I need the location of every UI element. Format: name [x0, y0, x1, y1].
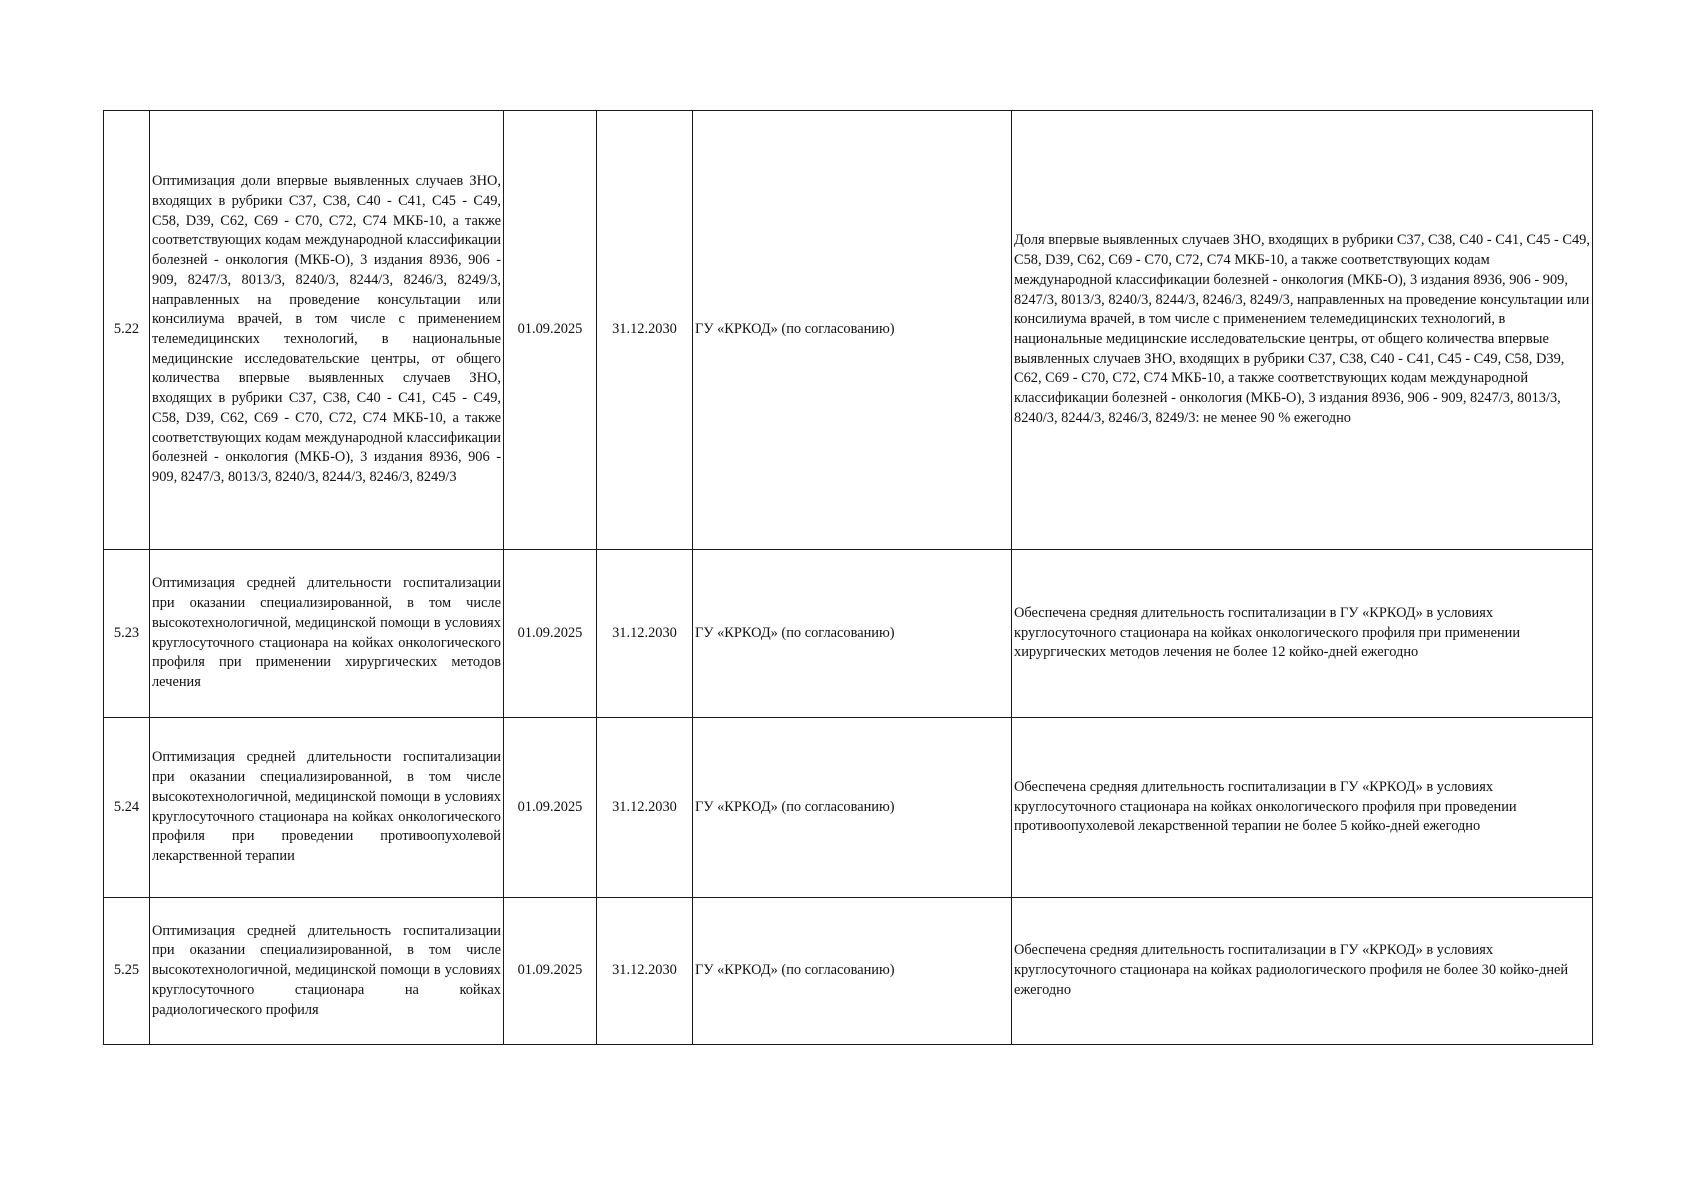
- measure-description: Оптимизация доли впервые выявленных случаев ЗНО, входящих в рубрики C37, C38, C40 - C41, C45 - C49, C58, D39, C62, C69 - C70, C72, C74 МКБ-10, а также соответствующих кодам международной классификации болезней - онкология (МКБ-О), 3 издания 8936, 906 - 909, 8247/3, 8013/3, 8240/3, 8244/3, 8246/3, 8249/3, направленных на проведение консультации или консилиума врачей, в том числе с применением телемедицинских технологий, в национальные медицинские исследовательские центры, от общего количества впервые выявленных случаев ЗНО, входящих в рубрики C37, C38, C40 - C41, C45 - C49, C58, D39, C62, C69 - C70, C72, C74 МКБ-10, а также соответствующих кодам международной классификации болезней - онкология (МКБ-О), 3 издания 8936, 906 - 909, 8247/3, 8013/3, 8240/3, 8244/3, 8246/3, 8249/3: [150, 111, 504, 550]
- end-date: 31.12.2030: [597, 550, 693, 718]
- responsible-party: ГУ «КРКОД» (по согласованию): [693, 111, 1012, 550]
- start-date: 01.09.2025: [504, 550, 597, 718]
- expected-result: Обеспечена средняя длительность госпитализации в ГУ «КРКОД» в условиях круглосуточного стационара на койках радиологического профиля не более 30 койко-дней ежегодно: [1012, 898, 1593, 1045]
- measure-description: Оптимизация средней длительности госпитализации при оказании специализированной, в том числе высокотехнологичной, медицинской помощи в условиях круглосуточного стационара на койках онкологического профиля при применении хирургических методов лечения: [150, 550, 504, 718]
- expected-result: Доля впервые выявленных случаев ЗНО, входящих в рубрики C37, C38, C40 - C41, C45 - C49, C58, D39, C62, C69 - C70, C72, C74 МКБ-10, а также соответствующих кодам международной классификации болезней - онкология (МКБ-О), 3 издания 8936, 906 - 909, 8247/3, 8013/3, 8240/3, 8244/3, 8246/3, 8249/3, направленных на проведение консультации или консилиума врачей, в том числе с применением телемедицинских технологий, в национальные медицинские исследовательские центры, от общего количества впервые выявленных случаев ЗНО, входящих в рубрики C37, C38, C40 - C41, C45 - C49, C58, D39, C62, C69 - C70, C72, C74 МКБ-10, а также соответствующих кодам международной классификации болезней - онкология (МКБ-О), 3 издания 8936, 906 - 909, 8247/3, 8013/3, 8240/3, 8244/3, 8246/3, 8249/3: не менее 90 % ежегодно: [1012, 111, 1593, 550]
- measure-description: Оптимизация средней длительность госпитализации при оказании специализированной, в том числе высокотехнологичной, медицинской помощи в условиях круглосуточного стационара на койках радиологического профиля: [150, 898, 504, 1045]
- row-number: 5.22: [104, 111, 150, 550]
- end-date: 31.12.2030: [597, 111, 693, 550]
- measure-description: Оптимизация средней длительности госпитализации при оказании специализированной, в том числе высокотехнологичной, медицинской помощи в условиях круглосуточного стационара на койках онкологического профиля при проведении противоопухолевой лекарственной терапии: [150, 718, 504, 898]
- responsible-party: ГУ «КРКОД» (по согласованию): [693, 718, 1012, 898]
- table-row: [104, 550, 1593, 718]
- row-number: 5.23: [104, 550, 150, 718]
- start-date: 01.09.2025: [504, 898, 597, 1045]
- responsible-party: ГУ «КРКОД» (по согласованию): [693, 550, 1012, 718]
- expected-result: Обеспечена средняя длительность госпитализации в ГУ «КРКОД» в условиях круглосуточного стационара на койках онкологического профиля при применении хирургических методов лечения не более 12 койко-дней ежегодно: [1012, 550, 1593, 718]
- table-row: [104, 898, 1593, 1045]
- start-date: 01.09.2025: [504, 718, 597, 898]
- table-row: [104, 111, 1593, 550]
- end-date: 31.12.2030: [597, 718, 693, 898]
- row-number: 5.25: [104, 898, 150, 1045]
- table-row: [104, 718, 1593, 898]
- responsible-party: ГУ «КРКОД» (по согласованию): [693, 898, 1012, 1045]
- end-date: 31.12.2030: [597, 898, 693, 1045]
- expected-result: Обеспечена средняя длительность госпитализации в ГУ «КРКОД» в условиях круглосуточного стационара на койках онкологического профиля при проведении противоопухолевой лекарственной терапии не более 5 койко-дней ежегодно: [1012, 718, 1593, 898]
- row-number: 5.24: [104, 718, 150, 898]
- measures-table: [103, 110, 1593, 1045]
- start-date: 01.09.2025: [504, 111, 597, 550]
